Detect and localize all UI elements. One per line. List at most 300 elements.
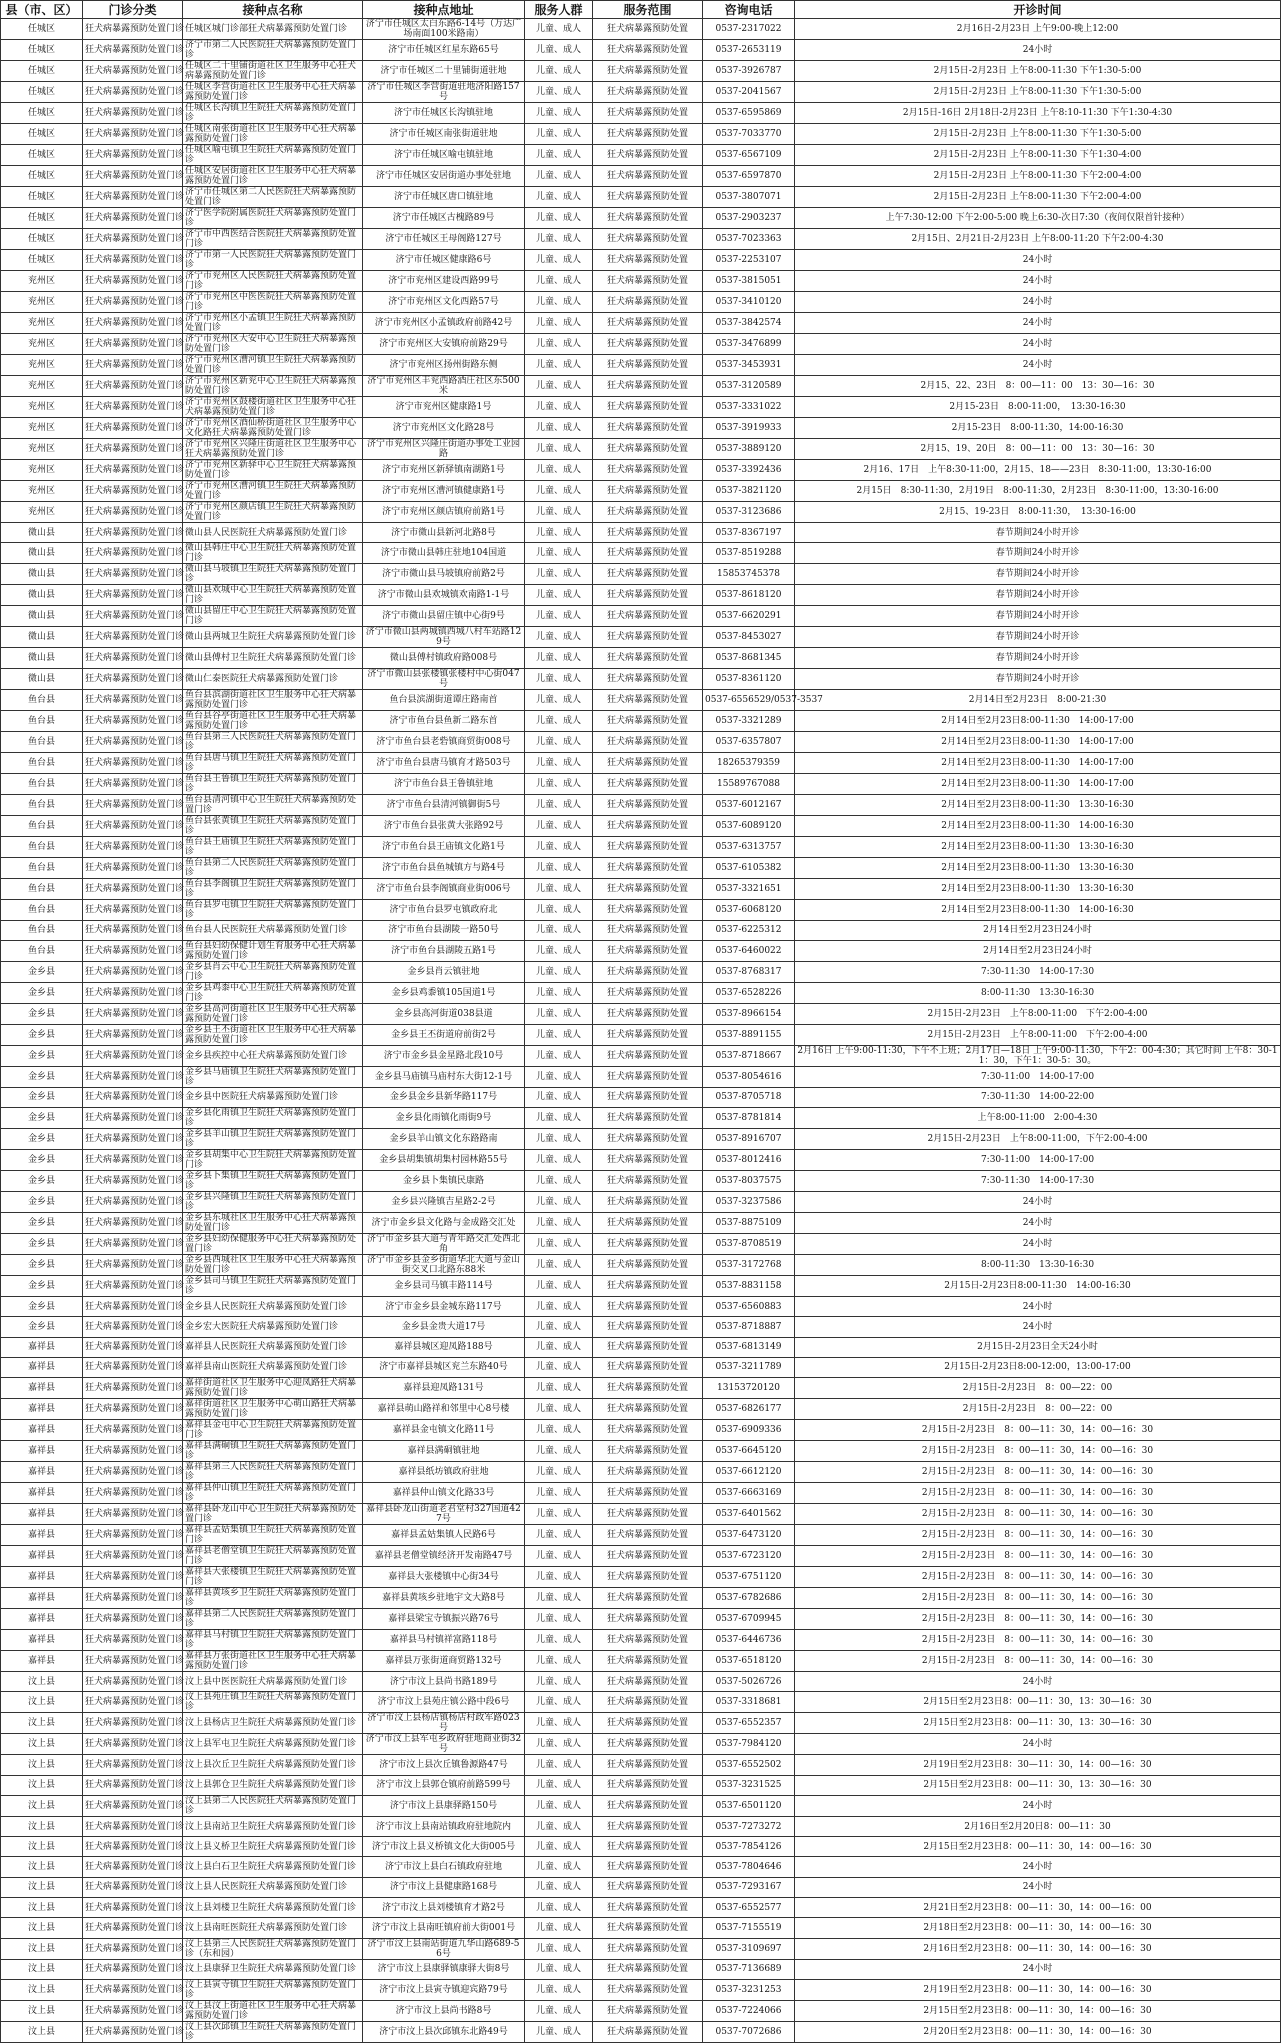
cell-hours: 2月15、19、20日 8：00—11：00 13：30—16：30 [795, 439, 1281, 460]
cell-county: 鱼台县 [1, 857, 83, 878]
cell-county: 金乡县 [1, 982, 83, 1003]
cell-address: 济宁市任城区健康路6号 [363, 250, 525, 271]
cell-scope: 狂犬病暴露预防处置 [593, 1651, 703, 1672]
cell-county: 微山县 [1, 543, 83, 564]
cell-site-name: 嘉祥县南山医院狂犬病暴露预防处置门诊 [183, 1357, 363, 1377]
cell-county: 兖州区 [1, 334, 83, 355]
cell-scope: 狂犬病暴露预防处置 [593, 1003, 703, 1024]
cell-site-name: 金乡县兴隆镇卫生院狂犬病暴露预防处置门诊 [183, 1192, 363, 1213]
cell-scope: 狂犬病暴露预防处置 [593, 1297, 703, 1317]
table-row [1, 2021, 1281, 2042]
cell-phone: 0537-7023363 [703, 229, 795, 250]
cell-site-name: 微山县留庄中心卫生院狂犬病暴露预防处置门诊 [183, 606, 363, 627]
table-row [1, 229, 1281, 250]
cell-scope: 狂犬病暴露预防处置 [593, 1504, 703, 1525]
cell-address: 济宁市汶上县寅寺镇迎宾路79号 [363, 1979, 525, 2000]
cell-scope: 狂犬病暴露预防处置 [593, 1795, 703, 1816]
cell-address: 济宁市金乡县金星路北段10号 [363, 1045, 525, 1066]
cell-hours: 2月16日至2月20日8：00—11：30 [795, 1816, 1281, 1836]
cell-phone: 15589767088 [703, 773, 795, 794]
cell-population: 儿童、成人 [525, 313, 593, 334]
cell-phone: 0537-3172768 [703, 1255, 795, 1276]
cell-county: 金乡县 [1, 1045, 83, 1066]
cell-population: 儿童、成人 [525, 1213, 593, 1234]
table-row [1, 815, 1281, 836]
cell-scope: 狂犬病暴露预防处置 [593, 710, 703, 731]
cell-address: 济宁市鱼台县鱼城镇方与路4号 [363, 857, 525, 878]
cell-phone: 0537-6068120 [703, 899, 795, 920]
cell-hours: 2月15日-2月23日 上午8:00-11:30 下午1:30-4:00 [795, 145, 1281, 166]
cell-address: 济宁市兖州区漕河镇健康路1号 [363, 481, 525, 502]
cell-county: 鱼台县 [1, 710, 83, 731]
cell-county: 鱼台县 [1, 940, 83, 961]
cell-population: 儿童、成人 [525, 982, 593, 1003]
cell-category: 狂犬病暴露预防处置门诊 [83, 292, 183, 313]
table-row [1, 1171, 1281, 1192]
table-row [1, 397, 1281, 418]
cell-population: 儿童、成人 [525, 2021, 593, 2042]
table-row [1, 1462, 1281, 1483]
cell-population: 儿童、成人 [525, 1255, 593, 1276]
cell-county: 微山县 [1, 627, 83, 648]
cell-category: 狂犬病暴露预防处置门诊 [83, 1630, 183, 1651]
table-row [1, 1024, 1281, 1045]
cell-address: 金乡县胡集镇胡集村园林路55号 [363, 1150, 525, 1171]
cell-scope: 狂犬病暴露预防处置 [593, 1045, 703, 1066]
cell-population: 儿童、成人 [525, 1525, 593, 1546]
table-row [1, 145, 1281, 166]
header-population: 服务人群 [525, 1, 593, 19]
cell-scope: 狂犬病暴露预防处置 [593, 961, 703, 982]
cell-phone: 0537-7984120 [703, 1734, 795, 1755]
cell-address: 济宁市兖州区文化路28号 [363, 418, 525, 439]
cell-category: 狂犬病暴露预防处置门诊 [83, 1255, 183, 1276]
cell-phone: 0537-3231253 [703, 1979, 795, 2000]
cell-site-name: 任城区城门诊部狂犬病暴露预防处置门诊 [183, 19, 363, 40]
cell-hours: 2月14日至2月23日8:00-11:30 13:30-16:30 [795, 794, 1281, 815]
cell-hours: 7:30-11:30 14:00-17:30 [795, 961, 1281, 982]
cell-category: 狂犬病暴露预防处置门诊 [83, 397, 183, 418]
cell-address: 济宁市兖州区扬州街路东侧 [363, 355, 525, 376]
table-row [1, 103, 1281, 124]
cell-population: 儿童、成人 [525, 250, 593, 271]
cell-category: 狂犬病暴露预防处置门诊 [83, 1297, 183, 1317]
cell-site-name: 金乡县高河街道社区卫生服务中心狂犬病暴露预防处置门诊 [183, 1003, 363, 1024]
cell-county: 嘉祥县 [1, 1567, 83, 1588]
cell-category: 狂犬病暴露预防处置门诊 [83, 961, 183, 982]
table-row [1, 836, 1281, 857]
cell-category: 狂犬病暴露预防处置门诊 [83, 836, 183, 857]
cell-population: 儿童、成人 [525, 1441, 593, 1462]
cell-address: 济宁市微山县欢城镇欢南路1-1号 [363, 585, 525, 606]
cell-category: 狂犬病暴露预防处置门诊 [83, 1692, 183, 1713]
cell-population: 儿童、成人 [525, 1567, 593, 1588]
cell-population: 儿童、成人 [525, 1546, 593, 1567]
cell-hours: 24小时 [795, 1213, 1281, 1234]
cell-phone: 0537-3331022 [703, 397, 795, 418]
table-row [1, 794, 1281, 815]
cell-county: 任城区 [1, 250, 83, 271]
cell-population: 儿童、成人 [525, 543, 593, 564]
table-row [1, 1087, 1281, 1107]
cell-category: 狂犬病暴露预防处置门诊 [83, 1877, 183, 1897]
cell-hours: 24小时 [795, 250, 1281, 271]
header-category: 门诊分类 [83, 1, 183, 19]
cell-phone: 0537-8519288 [703, 543, 795, 564]
cell-population: 儿童、成人 [525, 1297, 593, 1317]
cell-address: 济宁市汶上县尚书路8号 [363, 2000, 525, 2021]
cell-county: 金乡县 [1, 1276, 83, 1297]
cell-category: 狂犬病暴露预防处置门诊 [83, 564, 183, 585]
table-row [1, 1546, 1281, 1567]
cell-site-name: 金乡县人民医院狂犬病暴露预防处置门诊 [183, 1297, 363, 1317]
cell-county: 任城区 [1, 229, 83, 250]
cell-category: 狂犬病暴露预防处置门诊 [83, 1775, 183, 1795]
cell-phone: 0537-6446736 [703, 1630, 795, 1651]
cell-category: 狂犬病暴露预防处置门诊 [83, 523, 183, 543]
cell-county: 兖州区 [1, 313, 83, 334]
cell-address: 济宁市嘉祥县城区兖兰东路40号 [363, 1357, 525, 1377]
table-row [1, 271, 1281, 292]
cell-site-name: 嘉祥县大张楼镇卫生院狂犬病暴露预防处置门诊 [183, 1567, 363, 1588]
cell-population: 儿童、成人 [525, 668, 593, 689]
cell-address: 济宁市微山县张楼镇张楼村中心街047号 [363, 668, 525, 689]
cell-hours: 2月15日 8:30-11:30，2月19日 8:00-11:30，2月23日 8:30-11:00，13:30-16:00 [795, 481, 1281, 502]
cell-site-name: 嘉祥县万张街道社区卫生服务中心狂犬病暴露预防处置门诊 [183, 1651, 363, 1672]
cell-site-name: 汶上县第三人民医院狂犬病暴露预防处置门诊（东和园） [183, 1938, 363, 1959]
table-row [1, 1297, 1281, 1317]
cell-site-name: 济宁市兖州区小孟镇卫生院狂犬病暴露预防处置门诊 [183, 313, 363, 334]
cell-address: 济宁市任城区南张街道驻地 [363, 124, 525, 145]
table-row [1, 899, 1281, 920]
cell-address: 济宁市任城区红星东路65号 [363, 40, 525, 61]
cell-address: 济宁市汶上县苑庄镇公路中段6号 [363, 1692, 525, 1713]
cell-county: 汶上县 [1, 2000, 83, 2021]
cell-hours: 春节期间24小时开诊 [795, 627, 1281, 648]
cell-phone: 0537-7273272 [703, 1816, 795, 1836]
table-row [1, 857, 1281, 878]
cell-hours: 2月15日-2月23日 上午8:00-11:30 下午1:30-5:00 [795, 82, 1281, 103]
cell-scope: 狂犬病暴露预防处置 [593, 1755, 703, 1775]
cell-hours: 2月14日至2月23日24小时 [795, 920, 1281, 940]
cell-site-name: 济宁医学院附属医院狂犬病暴露预防处置门诊 [183, 208, 363, 229]
table-row [1, 1108, 1281, 1129]
cell-hours: 24小时 [795, 1795, 1281, 1816]
cell-phone: 0537-8453027 [703, 627, 795, 648]
cell-county: 微山县 [1, 668, 83, 689]
cell-site-name: 嘉祥县黄垓乡卫生院狂犬病暴露预防处置门诊 [183, 1588, 363, 1609]
cell-category: 狂犬病暴露预防处置门诊 [83, 82, 183, 103]
cell-county: 嘉祥县 [1, 1525, 83, 1546]
cell-population: 儿童、成人 [525, 1129, 593, 1150]
cell-hours: 8:00-11:30 13:30-16:30 [795, 982, 1281, 1003]
cell-address: 济宁市汶上县康驿镇康驿大街8号 [363, 1959, 525, 1979]
cell-population: 儿童、成人 [525, 815, 593, 836]
cell-address: 济宁市汶上县南站街道九华山路689-56号 [363, 1938, 525, 1959]
cell-scope: 狂犬病暴露预防处置 [593, 627, 703, 648]
cell-population: 儿童、成人 [525, 40, 593, 61]
cell-address: 济宁市微山县新河北路8号 [363, 523, 525, 543]
cell-population: 儿童、成人 [525, 502, 593, 523]
table-row [1, 124, 1281, 145]
cell-county: 鱼台县 [1, 836, 83, 857]
cell-scope: 狂犬病暴露预防处置 [593, 355, 703, 376]
cell-phone: 0537-3211789 [703, 1357, 795, 1377]
cell-scope: 狂犬病暴露预防处置 [593, 1692, 703, 1713]
cell-category: 狂犬病暴露预防处置门诊 [83, 543, 183, 564]
cell-scope: 狂犬病暴露预防处置 [593, 313, 703, 334]
cell-hours: 2月15-23日 8:00-11:30，14:00-16:30 [795, 418, 1281, 439]
cell-county: 兖州区 [1, 481, 83, 502]
cell-category: 狂犬病暴露预防处置门诊 [83, 1066, 183, 1087]
cell-site-name: 汶上县军屯卫生院狂犬病暴露预防处置门诊 [183, 1734, 363, 1755]
cell-hours: 2月15日-2月23日 8：00—11：30，14：00—16：30 [795, 1609, 1281, 1630]
cell-hours: 2月15日-2月23日 上午8:00-11:30 下午1:30-5:00 [795, 124, 1281, 145]
table-row [1, 1192, 1281, 1213]
cell-category: 狂犬病暴露预防处置门诊 [83, 731, 183, 752]
cell-scope: 狂犬病暴露预防处置 [593, 523, 703, 543]
cell-site-name: 金乡县中医院狂犬病暴露预防处置门诊 [183, 1087, 363, 1107]
cell-hours: 2月15日-2月23日 8：00—11：30，14：00—16：30 [795, 1630, 1281, 1651]
cell-site-name: 鱼台县唐马镇卫生院狂犬病暴露预防处置门诊 [183, 752, 363, 773]
cell-address: 金乡县马庙镇马庙村东大街12-1号 [363, 1066, 525, 1087]
cell-address: 济宁市汶上县健康路168号 [363, 1877, 525, 1897]
cell-address: 济宁市兖州区兴隆庄街道办事处工业园路 [363, 439, 525, 460]
cell-hours: 2月15、22、23日 8：00—11：00 13：30—16：30 [795, 376, 1281, 397]
table-row [1, 1045, 1281, 1066]
table-row [1, 1651, 1281, 1672]
cell-hours: 24小时 [795, 1317, 1281, 1337]
cell-site-name: 汶上县义桥卫生院狂犬病暴露预防处置门诊 [183, 1837, 363, 1857]
cell-population: 儿童、成人 [525, 376, 593, 397]
cell-site-name: 微山县欢城中心卫生院狂犬病暴露预防处置门诊 [183, 585, 363, 606]
cell-phone: 15853745378 [703, 564, 795, 585]
cell-population: 儿童、成人 [525, 1755, 593, 1775]
cell-scope: 狂犬病暴露预防处置 [593, 731, 703, 752]
table-row [1, 961, 1281, 982]
cell-address: 济宁市任城区安居街道办事处驻地 [363, 166, 525, 187]
table-row [1, 187, 1281, 208]
table-row [1, 627, 1281, 648]
cell-population: 儿童、成人 [525, 460, 593, 481]
cell-category: 狂犬病暴露预防处置门诊 [83, 1276, 183, 1297]
cell-phone: 0537-6552577 [703, 1897, 795, 1917]
table-row [1, 292, 1281, 313]
cell-hours: 24小时 [795, 1959, 1281, 1979]
cell-site-name: 济宁市兖州区颜店镇卫生院狂犬病暴露预防处置门诊 [183, 502, 363, 523]
cell-site-name: 济宁市兖州区漕河镇卫生院狂犬病暴露预防处置门诊 [183, 481, 363, 502]
cell-site-name: 济宁市兖州区大安中心卫生院狂犬病暴露预防处置门诊 [183, 334, 363, 355]
cell-phone: 0537-3926787 [703, 61, 795, 82]
cell-address: 济宁市汶上县军屯乡政府驻地商业街32号 [363, 1734, 525, 1755]
cell-phone: 0537-3123686 [703, 502, 795, 523]
cell-scope: 狂犬病暴露预防处置 [593, 1276, 703, 1297]
cell-phone: 0537-6645120 [703, 1441, 795, 1462]
cell-hours: 2月19日至2月23日8：00—11：30，14：00—16：30 [795, 1979, 1281, 2000]
cell-scope: 狂犬病暴露预防处置 [593, 1918, 703, 1938]
cell-phone: 0537-5026726 [703, 1672, 795, 1692]
cell-population: 儿童、成人 [525, 418, 593, 439]
cell-hours: 2月15日至2月23日8：00—11：30，13：30—16：30 [795, 1775, 1281, 1795]
table-row [1, 1857, 1281, 1877]
cell-population: 儿童、成人 [525, 1234, 593, 1255]
cell-county: 兖州区 [1, 355, 83, 376]
cell-category: 狂犬病暴露预防处置门诊 [83, 1979, 183, 2000]
cell-population: 儿童、成人 [525, 1276, 593, 1297]
cell-phone: 0537-2041567 [703, 82, 795, 103]
cell-population: 儿童、成人 [525, 1979, 593, 2000]
cell-scope: 狂犬病暴露预防处置 [593, 229, 703, 250]
cell-population: 儿童、成人 [525, 1959, 593, 1979]
table-row [1, 564, 1281, 585]
cell-site-name: 汶上县次邱镇卫生院狂犬病暴露预防处置门诊 [183, 2021, 363, 2042]
cell-address: 嘉祥县老僧堂镇经济开发南路47号 [363, 1546, 525, 1567]
cell-address: 嘉祥县卧龙山街道老君堂村327国道427号 [363, 1504, 525, 1525]
cell-hours: 2月15日-2月23日 上午8:00-11:30 下午2:00-4:00 [795, 187, 1281, 208]
cell-county: 鱼台县 [1, 878, 83, 899]
cell-address: 嘉祥县黄垓乡驻地宇文大路8号 [363, 1588, 525, 1609]
cell-population: 儿童、成人 [525, 1087, 593, 1107]
cell-address: 济宁市汶上县次邱镇东北路49号 [363, 2021, 525, 2042]
cell-category: 狂犬病暴露预防处置门诊 [83, 1713, 183, 1734]
table-row [1, 1918, 1281, 1938]
cell-hours: 2月15日-2月23日 上午8:00-11:30 下午2:00-4:00 [795, 166, 1281, 187]
cell-address: 金乡县金乡县新华路117号 [363, 1087, 525, 1107]
cell-hours: 2月15日-2月23日 8：00—11：30，14：00—16：30 [795, 1546, 1281, 1567]
cell-site-name: 微山县人民医院狂犬病暴露预防处置门诊 [183, 523, 363, 543]
table-row [1, 1795, 1281, 1816]
cell-category: 狂犬病暴露预防处置门诊 [83, 1734, 183, 1755]
cell-hours: 8:00-11:30 13:30-16:30 [795, 1255, 1281, 1276]
cell-site-name: 嘉祥县满硐镇卫生院狂犬病暴露预防处置门诊 [183, 1441, 363, 1462]
cell-scope: 狂犬病暴露预防处置 [593, 1734, 703, 1755]
cell-phone: 0537-6709945 [703, 1609, 795, 1630]
table-row [1, 418, 1281, 439]
cell-site-name: 汶上县刘楼卫生院狂犬病暴露预防处置门诊 [183, 1897, 363, 1917]
cell-site-name: 鱼台县第三人民医院狂犬病暴露预防处置门诊 [183, 731, 363, 752]
cell-scope: 狂犬病暴露预防处置 [593, 899, 703, 920]
cell-site-name: 济宁市兖州区漕河镇卫生院狂犬病暴露预防处置门诊 [183, 355, 363, 376]
cell-address: 金乡县金贵大道17号 [363, 1317, 525, 1337]
cell-phone: 0537-6313757 [703, 836, 795, 857]
cell-scope: 狂犬病暴露预防处置 [593, 1192, 703, 1213]
table-row [1, 1692, 1281, 1713]
cell-population: 儿童、成人 [525, 334, 593, 355]
cell-population: 儿童、成人 [525, 397, 593, 418]
table-row [1, 940, 1281, 961]
cell-county: 鱼台县 [1, 752, 83, 773]
table-row [1, 40, 1281, 61]
cell-population: 儿童、成人 [525, 82, 593, 103]
cell-phone: 0537-8708519 [703, 1234, 795, 1255]
cell-scope: 狂犬病暴露预防处置 [593, 502, 703, 523]
cell-scope: 狂犬病暴露预防处置 [593, 1317, 703, 1337]
cell-phone: 0537-6401562 [703, 1504, 795, 1525]
cell-population: 儿童、成人 [525, 794, 593, 815]
cell-scope: 狂犬病暴露预防处置 [593, 668, 703, 689]
cell-phone: 0537-3919933 [703, 418, 795, 439]
table-row [1, 1420, 1281, 1441]
cell-population: 儿童、成人 [525, 1857, 593, 1877]
cell-population: 儿童、成人 [525, 1192, 593, 1213]
cell-scope: 狂犬病暴露预防处置 [593, 2000, 703, 2021]
cell-category: 狂犬病暴露预防处置门诊 [83, 878, 183, 899]
cell-category: 狂犬病暴露预防处置门诊 [83, 40, 183, 61]
cell-category: 狂犬病暴露预防处置门诊 [83, 1755, 183, 1775]
cell-hours: 2月20日至2月23日8：00—11：30，14：00—16：30 [795, 2021, 1281, 2042]
cell-population: 儿童、成人 [525, 1066, 593, 1087]
cell-county: 金乡县 [1, 961, 83, 982]
cell-scope: 狂犬病暴露预防处置 [593, 1255, 703, 1276]
cell-phone: 0537-6556529/0537-3537 [703, 689, 795, 710]
cell-phone: 13153720120 [703, 1378, 795, 1399]
cell-category: 狂犬病暴露预防处置门诊 [83, 355, 183, 376]
cell-address: 嘉祥县城区迎凤路188号 [363, 1337, 525, 1357]
cell-hours: 2月14日至2月23日8:00-11:30 13:30-16:30 [795, 878, 1281, 899]
cell-phone: 0537-6826177 [703, 1399, 795, 1420]
cell-address: 济宁市任城区唐口镇驻地 [363, 187, 525, 208]
cell-population: 儿童、成人 [525, 731, 593, 752]
cell-scope: 狂犬病暴露预防处置 [593, 1546, 703, 1567]
cell-hours: 24小时 [795, 1734, 1281, 1755]
cell-hours: 24小时 [795, 292, 1281, 313]
cell-county: 任城区 [1, 208, 83, 229]
cell-phone: 0537-6597870 [703, 166, 795, 187]
cell-address: 金乡县卜集镇民康路 [363, 1171, 525, 1192]
cell-scope: 狂犬病暴露预防处置 [593, 1630, 703, 1651]
cell-hours: 2月16、17日 上午8:30-11:00，2月15、18——23日 8:30-11:00，13:30-16:00 [795, 460, 1281, 481]
table-row [1, 1775, 1281, 1795]
cell-site-name: 济宁市兖州区鼓楼街道社区卫生服务中心狂犬病暴露预防处置门诊 [183, 397, 363, 418]
cell-scope: 狂犬病暴露预防处置 [593, 1150, 703, 1171]
cell-site-name: 金乡县鸡黍中心卫生院狂犬病暴露预防处置门诊 [183, 982, 363, 1003]
table-row [1, 1213, 1281, 1234]
cell-category: 狂犬病暴露预防处置门诊 [83, 627, 183, 648]
table-row [1, 2000, 1281, 2021]
cell-scope: 狂犬病暴露预防处置 [593, 1087, 703, 1107]
cell-population: 儿童、成人 [525, 103, 593, 124]
cell-category: 狂犬病暴露预防处置门诊 [83, 19, 183, 40]
cell-site-name: 微山县马坡镇卫生院狂犬病暴露预防处置门诊 [183, 564, 363, 585]
cell-scope: 狂犬病暴露预防处置 [593, 1399, 703, 1420]
cell-population: 儿童、成人 [525, 292, 593, 313]
cell-category: 狂犬病暴露预防处置门诊 [83, 857, 183, 878]
cell-phone: 0537-7033770 [703, 124, 795, 145]
table-row [1, 773, 1281, 794]
cell-phone: 0537-3120589 [703, 376, 795, 397]
table-row [1, 334, 1281, 355]
cell-population: 儿童、成人 [525, 1420, 593, 1441]
cell-hours: 2月14日至2月23日24小时 [795, 940, 1281, 961]
cell-scope: 狂犬病暴露预防处置 [593, 1525, 703, 1546]
cell-category: 狂犬病暴露预防处置门诊 [83, 1357, 183, 1377]
cell-phone: 0537-3889120 [703, 439, 795, 460]
cell-phone: 0537-6518120 [703, 1651, 795, 1672]
cell-phone: 18265379359 [703, 752, 795, 773]
cell-hours: 2月15日-2月23日 8：00—22：00 [795, 1378, 1281, 1399]
cell-scope: 狂犬病暴露预防处置 [593, 1609, 703, 1630]
cell-population: 儿童、成人 [525, 166, 593, 187]
cell-site-name: 鱼台县王鲁镇卫生院狂犬病暴露预防处置门诊 [183, 773, 363, 794]
header-address: 接种点地址 [363, 1, 525, 19]
cell-scope: 狂犬病暴露预防处置 [593, 1816, 703, 1836]
table-row [1, 82, 1281, 103]
cell-hours: 2月15日-2月23日 上午8:00-11:00 下午2:00-4:00 [795, 1024, 1281, 1045]
cell-site-name: 任城区安居街道社区卫生服务中心狂犬病暴露预防处置门诊 [183, 166, 363, 187]
cell-county: 汶上县 [1, 1775, 83, 1795]
cell-county: 鱼台县 [1, 920, 83, 940]
cell-county: 金乡县 [1, 1192, 83, 1213]
